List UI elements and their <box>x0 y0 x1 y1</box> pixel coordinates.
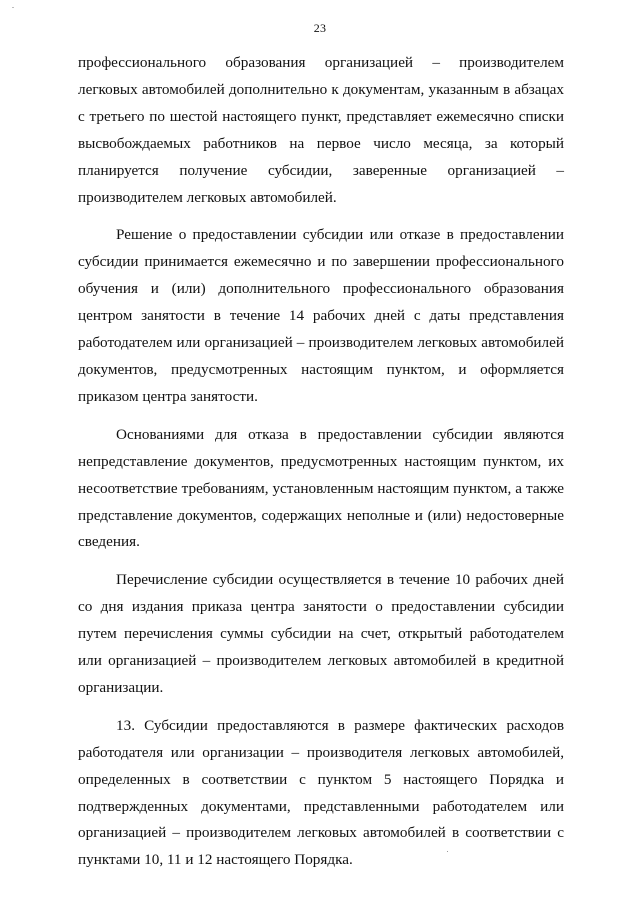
paragraph-decision: Решение о предоставлении субсидии или отказе в предоставлении субсидии принимается ежемесячно и по завершении профессионального обучения и (или) дополнительного профессионального образования центром занятости в течение 14 рабочих дней с даты представления работодателем или организацией – производителем легковых автомобилей документов, предусмотренных настоящим пунктом, и оформляется приказом центра занятости. <box>78 226 564 405</box>
page-number: 23 <box>313 21 327 35</box>
scan-speck <box>447 851 448 852</box>
document-body <box>78 50 564 874</box>
paragraph-transfer: Перечисление субсидии осуществляется в течение 10 рабочих дней со дня издания приказа центра занятости о предоставлении субсидии путем перечисления суммы субсидии на счет, открытый работодателем или организацией – производителем легковых автомобилей в кредитной организации. <box>78 571 564 696</box>
paragraph-item-13: 13. Субсидии предоставляются в размере фактических расходов работодателя или организации – производителя легковых автомобилей, определенных в соответствии с пунктом 5 настоящего Порядка и подтвержденных документами, представленными работодателем или организацией – производителем легковых автомобилей в соответствии с пунктами 10, 11 и 12 настоящего Порядка. <box>78 716 564 869</box>
paragraph-continuation: профессионального образования организацией – производителем легковых автомобилей дополнительно к документам, указанным в абзацах с третьего по шестой настоящего пункт, представляет ежемесячно списки высвобождаемых работников на первое число месяца, за который планируется получение субсидии, заверенные организацией – производителем легковых автомобилей. <box>78 54 564 206</box>
paragraph-refusal-grounds: Основаниями для отказа в предоставлении субсидии являются непредставление документов, предусмотренных настоящим пунктом, их несоответствие требованиям, установленным настоящим пунктом, а также представление документов, содержащих неполные и (или) недостоверные сведения. <box>78 425 564 551</box>
scan-speck <box>12 7 14 8</box>
